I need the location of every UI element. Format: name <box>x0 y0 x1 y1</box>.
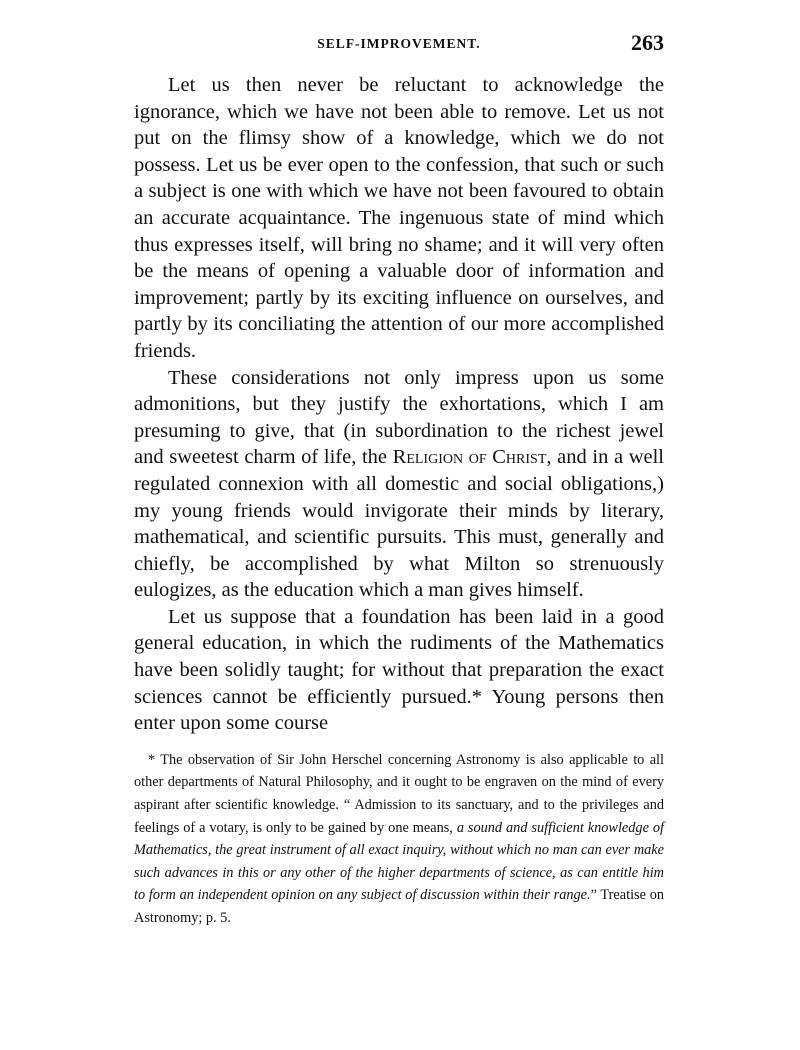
paragraph-text: Let us suppose that a foundation has been laid in a good general education, in which the rudiments of the Mathematics have been solidly taught; for without that preparation the exact sciences cannot be efficiently pursued.* Young persons then enter upon some course <box>134 605 664 735</box>
footnote-text: * The observation of Sir John Herschel concerning Astronomy is also applicable to all other departments of Natural Philosophy, and it ought to be engraven on the mind of every aspirant after scientific knowledge. “ Admission to its sanctuary, and to the privileges and feelings of a votary, is only to be gained by one means, <box>134 751 664 836</box>
footnote <box>134 749 664 930</box>
book-page <box>134 30 664 930</box>
running-head <box>134 30 664 64</box>
paragraph-text: Let us then never be reluctant to acknowledge the ignorance, which we have not been able to remove. Let us not put on the flimsy show of a knowledge, which we do not possess. Let us be ever open to the confession, that such or such a subject is one with which we have not been favoured to obtain an accurate acquaintance. The ingenuous state of mind which thus expresses itself, will bring no shame; and it will very often be the means of opening a valuable door of information and improvement; partly by its exciting influence on ourselves, and partly by its conciliating the attention of our more accomplished friends. <box>134 74 664 362</box>
footnote-citation: ” Treatise on Astronomy; p. 5. <box>134 887 664 926</box>
running-title: SELF-IMPROVEMENT. <box>317 36 481 51</box>
paragraph-text: , and in a well regulated connexion with all domestic and social obligations,) my young friends would invigorate their minds by literary, mathematical, and scientific pursuits. This must, generally and chiefly, be accomplished by what Milton so strenuously eulogizes, as the education which a man gives himself. <box>134 446 664 602</box>
paragraph-text: These considerations not only impress upon us some admonitions, but they justify the exhortations, which I am presuming to give, that (in subordination to the richest jewel and sweetest charm of life, the <box>134 366 664 469</box>
paragraph-2 <box>134 365 664 604</box>
paragraph-3 <box>134 604 664 737</box>
footnote-quotation: a sound and sufficient knowledge of Mathematics, the great instrument of all exact inquiry, without which no man can ever make such advances in this or any other of the higher departments of science, as can entitle him to form an independent opinion on any subject of discussion within their range. <box>134 819 664 904</box>
paragraph-1 <box>134 72 664 365</box>
body-text <box>134 72 664 737</box>
small-caps-phrase: Religion of Christ <box>392 446 547 469</box>
page-number: 263 <box>631 30 664 55</box>
